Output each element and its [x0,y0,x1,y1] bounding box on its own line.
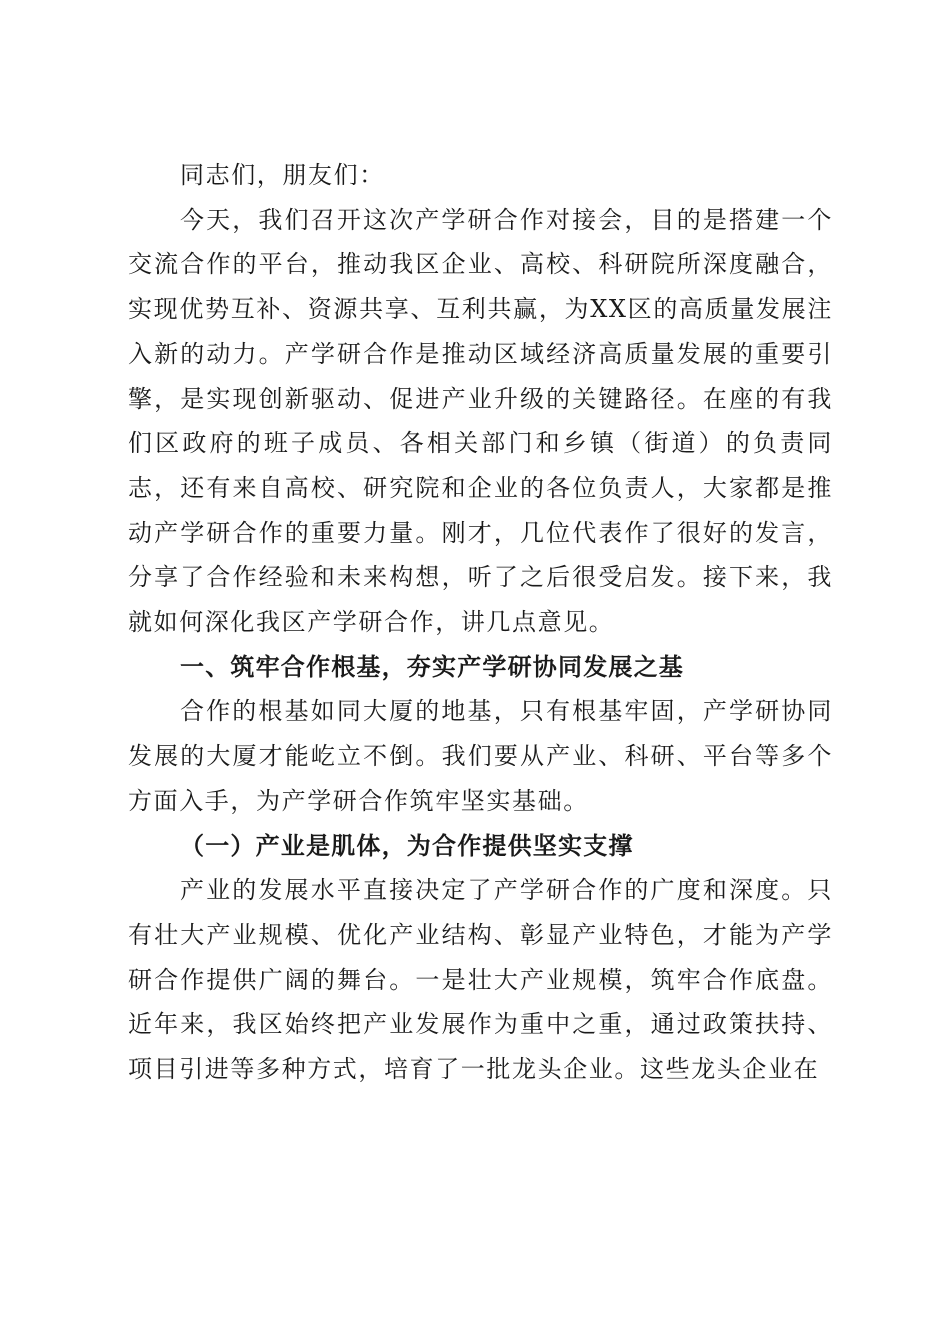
greeting: 同志们，朋友们： [180,161,385,189]
section-heading-1: 一、筑牢合作根基，夯实产学研协同发展之基 [180,652,684,681]
intro-paragraph: 今天，我们召开这次产学研合作对接会，目的是搭建一个交流合作的平台，推动我区企业、高校、科研院所深度融合，实现优势互补、资源共享、互利共赢，为XX区的高质量发展注入新的动力。产学研合作是推动区域经济高质量发展的重要引擎，是实现创新驱动、促进产业升级的关键路径。在座的有我们区政府的班子成员、各相关部门和乡镇（街道）的负责同志，还有来自高校、研究院和企业的各位负责人，大家都是推动产学研合作的重要力量。刚才，几位代表作了很好的发言，分享了合作经验和未来构想，听了之后很受启发。接下来，我就如何深化我区产学研合作，讲几点意见。 [128,205,833,637]
subsection-paragraph-1: 产业的发展水平直接决定了产学研合作的广度和深度。只有壮大产业规模、优化产业结构、彰显产业特色，才能为产学研合作提供广阔的舞台。一是壮大产业规模，筑牢合作底盘。近年来，我区始终把产业发展作为重中之重，通过政策扶持、项目引进等多种方式，培育了一批龙头企业。这些龙头企业在 [128,876,833,1084]
document-body [128,153,833,1092]
section-paragraph-1: 合作的根基如同大厦的地基，只有根基牢固，产学研协同发展的大厦才能屹立不倒。我们要从产业、科研、平台等多个方面入手，为产学研合作筑牢坚实基础。 [128,697,833,815]
subsection-heading-1: （一）产业是肌体，为合作提供坚实支撑 [180,831,634,860]
